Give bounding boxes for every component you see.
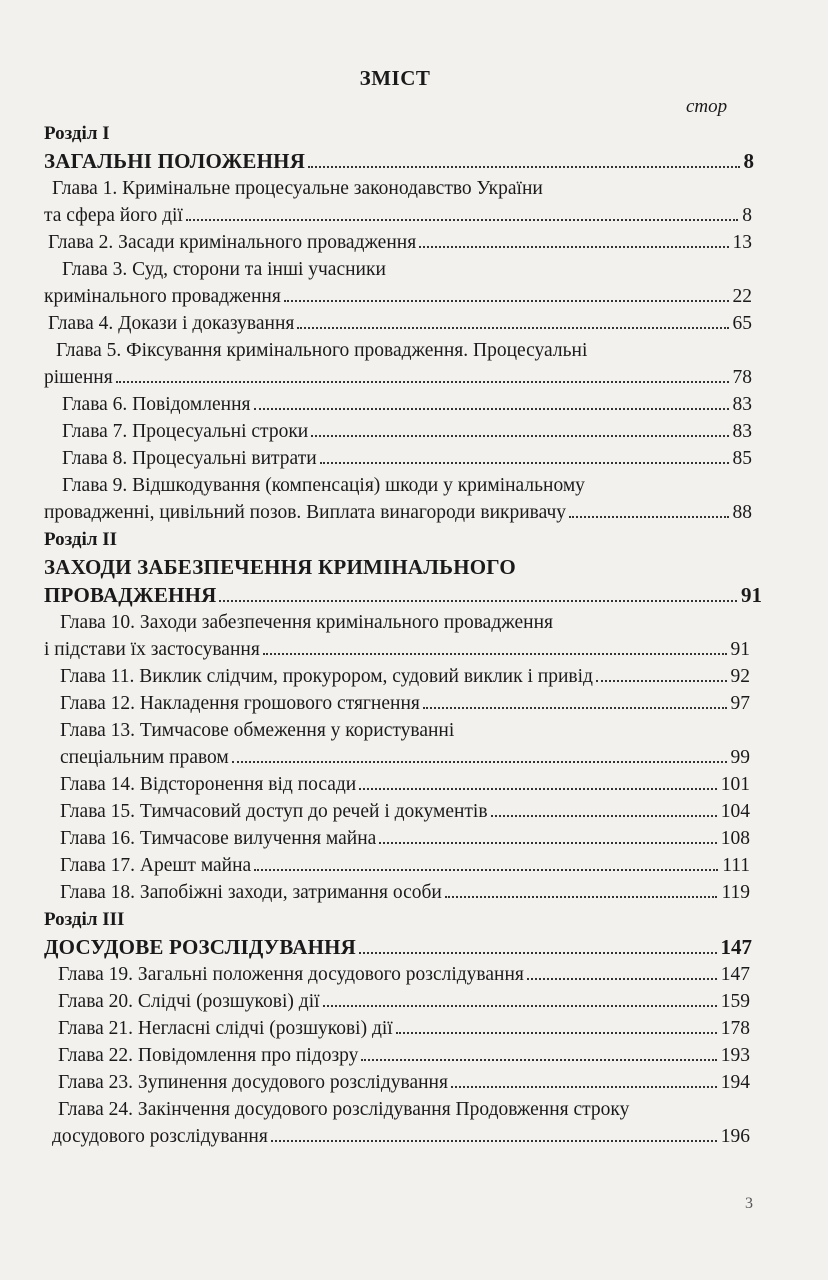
- toc-entry-text: провадженні, цивільний позов. Виплата винагороди викривачу: [44, 502, 567, 523]
- toc-entry-page: 99: [730, 747, 750, 768]
- toc-entry-text: Глава 14. Відсторонення від посади: [60, 774, 357, 795]
- leader-dots: [423, 706, 727, 709]
- toc-entry-text: рішення: [44, 367, 113, 388]
- toc-entry-text: Глава 6. Повідомлення: [62, 394, 251, 415]
- toc-entry-page: 83: [732, 394, 752, 415]
- section-heading: [0, 581, 828, 609]
- toc-entry-line: [0, 472, 828, 499]
- toc-entry: [0, 636, 828, 663]
- section-heading: [0, 933, 828, 961]
- leader-dots: [219, 599, 737, 602]
- toc-entry-text: Глава 12. Накладення грошового стягнення: [60, 693, 420, 714]
- leader-dots: [320, 461, 729, 464]
- toc-entry-line-text: Глава 13. Тимчасове обмеження у користуванні: [60, 720, 455, 741]
- toc-entry-text: та сфера його дії: [44, 205, 183, 226]
- toc-entry-page: 159: [720, 991, 750, 1012]
- leader-dots: [297, 326, 728, 329]
- toc-entry: [0, 690, 828, 717]
- toc-entry-line-text: Глава 5. Фіксування кримінального провадження. Процесуальні: [56, 340, 588, 361]
- toc-entry-page: 111: [722, 855, 750, 876]
- toc-entry-text: Глава 17. Арешт майна: [60, 855, 252, 876]
- leader-dots: [527, 977, 717, 980]
- toc-entry-text: спеціальним правом: [60, 747, 229, 768]
- toc-entry-line-text: Глава 9. Відшкодування (компенсація) шкоди у кримінальному: [62, 475, 585, 496]
- leader-dots: [445, 895, 718, 898]
- toc-entry-page: 108: [720, 828, 750, 849]
- toc-entry: [0, 229, 828, 256]
- toc-entry: [0, 364, 828, 391]
- leader-dots: [308, 165, 739, 168]
- toc-entry-page: 91: [730, 639, 750, 660]
- toc-entry-line: [0, 175, 828, 202]
- leader-dots: [359, 787, 717, 790]
- section-label: Розділ ІІ: [44, 529, 118, 550]
- toc-entry: [0, 663, 828, 690]
- leader-dots: [116, 380, 729, 383]
- toc-entry-page: 119: [721, 882, 750, 903]
- toc-entry-text: досудового розслідування: [52, 1126, 268, 1147]
- section-label: Розділ ІІІ: [44, 909, 125, 930]
- section-heading-text: ЗАГАЛЬНІ ПОЛОЖЕННЯ: [44, 149, 306, 173]
- toc-entry-page: 85: [732, 448, 752, 469]
- toc-entry-page: 104: [720, 801, 750, 822]
- toc-entry-line: [0, 609, 828, 636]
- toc-entry: [0, 445, 828, 472]
- toc-entry-page: 83: [732, 421, 752, 442]
- leader-dots: [396, 1031, 717, 1034]
- toc-entry-text: Глава 11. Виклик слідчим, прокурором, судовий виклик і привід: [60, 666, 593, 687]
- leader-dots: [379, 841, 716, 844]
- section-heading-page: 8: [743, 149, 754, 173]
- toc-entry-line-text: Глава 10. Заходи забезпечення кримінального провадження: [60, 612, 553, 633]
- leader-dots: [491, 814, 717, 817]
- toc-entry-text: Глава 23. Зупинення досудового розслідування: [58, 1072, 448, 1093]
- toc-entry: [0, 418, 828, 445]
- toc-entry-line: [0, 337, 828, 364]
- leader-dots: [451, 1085, 717, 1088]
- leader-dots: [232, 760, 727, 763]
- toc-entry-page: 78: [732, 367, 752, 388]
- section-heading-text: ПРОВАДЖЕННЯ: [44, 583, 217, 607]
- toc-entry-page: 97: [730, 693, 750, 714]
- toc-entry-text: Глава 20. Слідчі (розшукові) дії: [58, 991, 320, 1012]
- page-title: ЗМІСТ: [359, 66, 431, 90]
- toc-entry-text: Глава 8. Процесуальні витрати: [62, 448, 317, 469]
- toc-entry-text: Глава 2. Засади кримінального провадження: [48, 232, 417, 253]
- leader-dots: [569, 515, 728, 518]
- toc-entry-text: Глава 22. Повідомлення про підозру: [58, 1045, 359, 1066]
- footer-page-number: 3: [745, 1195, 753, 1212]
- leader-dots: [419, 245, 728, 248]
- table-of-contents: [0, 120, 828, 1150]
- toc-entry-text: Глава 19. Загальні положення досудового розслідування: [58, 964, 524, 985]
- section-heading: [0, 553, 828, 581]
- toc-entry-text: Глава 15. Тимчасовий доступ до речей і документів: [60, 801, 488, 822]
- toc-entry: [0, 771, 828, 798]
- toc-entry-text: Глава 16. Тимчасове вилучення майна: [60, 828, 377, 849]
- leader-dots: [254, 868, 718, 871]
- section-label: Розділ І: [44, 123, 110, 144]
- section-heading-text: ЗАХОДИ ЗАБЕЗПЕЧЕННЯ КРИМІНАЛЬНОГО: [44, 555, 516, 579]
- toc-entry-line: [0, 717, 828, 744]
- leader-dots: [254, 407, 729, 410]
- toc-entry-page: 147: [720, 964, 750, 985]
- toc-entry-line-text: Глава 3. Суд, сторони та інші учасники: [62, 259, 386, 280]
- toc-entry: [0, 310, 828, 337]
- toc-entry: [0, 825, 828, 852]
- toc-entry-line-text: Глава 1. Кримінальне процесуальне законодавство України: [52, 178, 543, 199]
- toc-entry: [0, 202, 828, 229]
- section-heading-page: 147: [720, 935, 752, 959]
- toc-entry: [0, 961, 828, 988]
- toc-entry: [0, 744, 828, 771]
- toc-entry-text: Глава 7. Процесуальні строки: [62, 421, 309, 442]
- leader-dots: [359, 951, 716, 954]
- leader-dots: [323, 1004, 717, 1007]
- toc-entry-page: 193: [720, 1045, 750, 1066]
- toc-entry: [0, 391, 828, 418]
- toc-entry: [0, 1123, 828, 1150]
- toc-entry-text: і підстави їх застосування: [44, 639, 260, 660]
- toc-entry-text: Глава 4. Докази і доказування: [48, 313, 295, 334]
- leader-dots: [186, 218, 738, 221]
- toc-entry-text: кримінального провадження: [44, 286, 281, 307]
- toc-entry: [0, 1015, 828, 1042]
- section-heading: [0, 147, 828, 175]
- toc-entry-page: 22: [732, 286, 752, 307]
- toc-entry-text: Глава 18. Запобіжні заходи, затримання особи: [60, 882, 442, 903]
- toc-entry-text: Глава 21. Негласні слідчі (розшукові) дії: [58, 1018, 393, 1039]
- leader-dots: [284, 299, 729, 302]
- toc-entry-page: 65: [732, 313, 752, 334]
- toc-entry-page: 13: [732, 232, 752, 253]
- leader-dots: [271, 1139, 717, 1142]
- toc-entry-line: [0, 1096, 828, 1123]
- toc-entry: [0, 879, 828, 906]
- leader-dots: [311, 434, 728, 437]
- page-column-label: стор: [686, 96, 728, 117]
- toc-entry: [0, 798, 828, 825]
- toc-entry: [0, 1042, 828, 1069]
- toc-entry-page: 196: [720, 1126, 750, 1147]
- toc-entry-line: [0, 256, 828, 283]
- toc-entry-page: 101: [720, 774, 750, 795]
- toc-entry-line-text: Глава 24. Закінчення досудового розслідування Продовження строку: [58, 1099, 630, 1120]
- toc-entry: [0, 499, 828, 526]
- section-heading-text: ДОСУДОВЕ РОЗСЛІДУВАННЯ: [44, 935, 357, 959]
- toc-entry: [0, 1069, 828, 1096]
- toc-entry-page: 92: [730, 666, 750, 687]
- section-heading-page: 91: [741, 583, 762, 607]
- leader-dots: [361, 1058, 716, 1061]
- toc-entry: [0, 852, 828, 879]
- leader-dots: [263, 652, 727, 655]
- toc-entry: [0, 988, 828, 1015]
- leader-dots: [596, 679, 727, 682]
- toc-entry-page: 8: [742, 205, 752, 226]
- toc-entry-page: 194: [720, 1072, 750, 1093]
- toc-entry: [0, 283, 828, 310]
- toc-entry-page: 178: [720, 1018, 750, 1039]
- toc-entry-page: 88: [732, 502, 752, 523]
